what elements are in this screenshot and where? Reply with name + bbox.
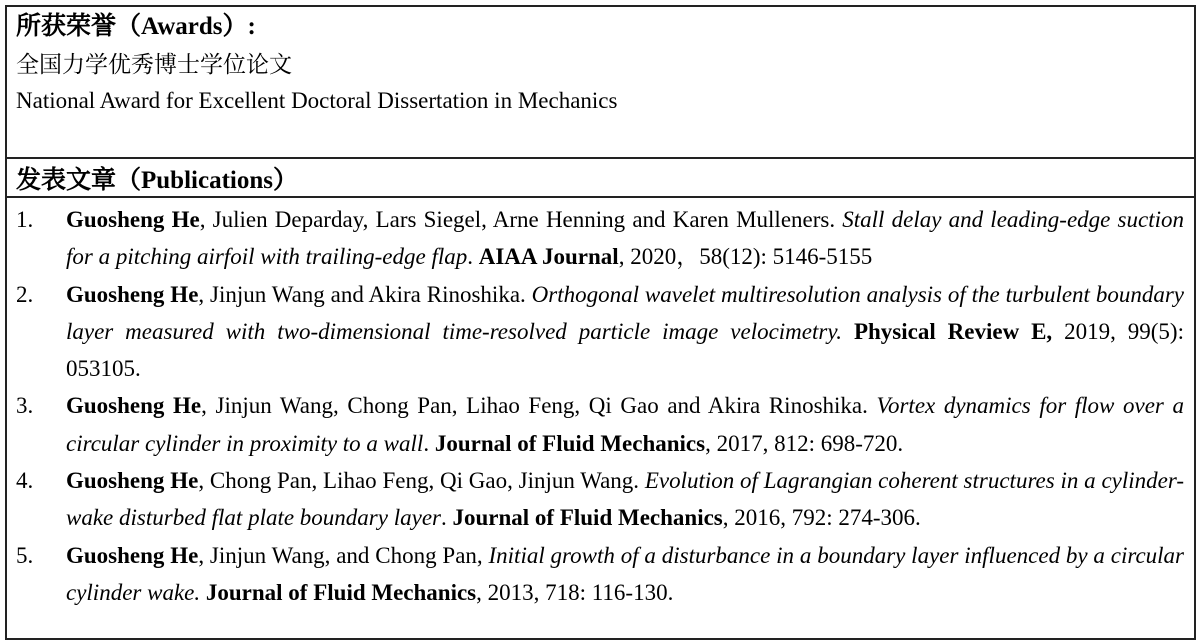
publication-number: 3. (16, 393, 34, 419)
coauthors: , Chong Pan, Lihao Feng, Qi Gao, Jinjun Wang. (198, 468, 645, 494)
publication-number: 5. (16, 542, 34, 568)
title-separator: . (423, 430, 435, 456)
paper-title: Vortex dynamics for flow over a circular cylinder in proximity to a wall (66, 393, 1184, 456)
title-separator (842, 319, 854, 344)
publication-number: 2. (16, 281, 34, 307)
cv-table (5, 5, 1196, 640)
award-item-english: National Award for Excellent Doctoral Dissertation in Mechanics (16, 88, 618, 113)
publication-citation (66, 462, 1184, 537)
publications-section (7, 159, 1194, 638)
journal-name: Journal of Fluid Mechanics (434, 430, 706, 456)
publication-number: 4. (16, 468, 34, 494)
publication-item (7, 462, 1194, 537)
author-name: Guosheng He (66, 393, 202, 419)
journal-name: Journal of Fluid Mechanics (205, 579, 477, 605)
publication-list (7, 201, 1194, 611)
author-name: Guosheng He (66, 281, 199, 307)
publication-item (7, 276, 1194, 388)
publication-details: 2019, 99(5): 053105. (66, 318, 1184, 382)
publication-details: , 2013, 718: 116-130. (476, 579, 674, 605)
journal-name: AIAA Journal (478, 244, 619, 270)
coauthors: , Jinjun Wang, and Chong Pan, (198, 542, 489, 568)
awards-heading: 所获荣誉（Awards）: (16, 13, 256, 40)
section-divider (7, 196, 1194, 198)
publication-item (7, 387, 1194, 462)
publication-details: , 2016, 792: 274-306. (722, 505, 921, 531)
publication-details: , 2017, 812: 698-720. (705, 430, 904, 456)
publication-citation (66, 276, 1184, 388)
coauthors: , Jinjun Wang, Chong Pan, Lihao Feng, Qi Gao and Akira Rinoshika. (201, 393, 877, 419)
title-separator: . (440, 505, 453, 531)
coauthors: , Jinjun Wang and Akira Rinoshika. (198, 281, 532, 307)
award-item-chinese: 全国力学优秀博士学位论文 (16, 52, 292, 77)
journal-name: Physical Review E, (853, 318, 1053, 344)
publication-item (7, 537, 1194, 612)
author-name: Guosheng He (66, 542, 199, 568)
publication-citation (66, 387, 1184, 462)
publication-item (7, 201, 1194, 276)
publication-number: 1. (16, 207, 34, 232)
paper-title: Evolution of Lagrangian coherent structures in a cylinder-wake disturbed flat plate boundary layer (66, 468, 1184, 531)
publication-citation (66, 537, 1184, 612)
coauthors: , Julien Deparday, Lars Siegel, Arne Henning and Karen Mulleners. (199, 207, 843, 232)
publications-heading: 发表文章（Publications） (16, 167, 298, 194)
journal-name: Journal of Fluid Mechanics (452, 505, 723, 531)
paper-title: Stall delay and leading-edge suction for a pitching airfoil with trailing-edge flap (66, 207, 1184, 270)
author-name: Guosheng He (66, 468, 199, 494)
title-separator: . (467, 244, 479, 270)
paper-title: Initial growth of a disturbance in a boundary layer influenced by a circular cylinder wake. (66, 542, 1184, 605)
awards-section (7, 7, 1194, 159)
publication-details: , 2020，58(12): 5146-5155 (618, 244, 873, 270)
publication-citation (66, 201, 1184, 276)
paper-title: Orthogonal wavelet multiresolution analysis of the turbulent boundary layer measured with two-dimensional time-resolved particle image velocimetry. (66, 281, 1184, 344)
author-name: Guosheng He (66, 207, 200, 232)
